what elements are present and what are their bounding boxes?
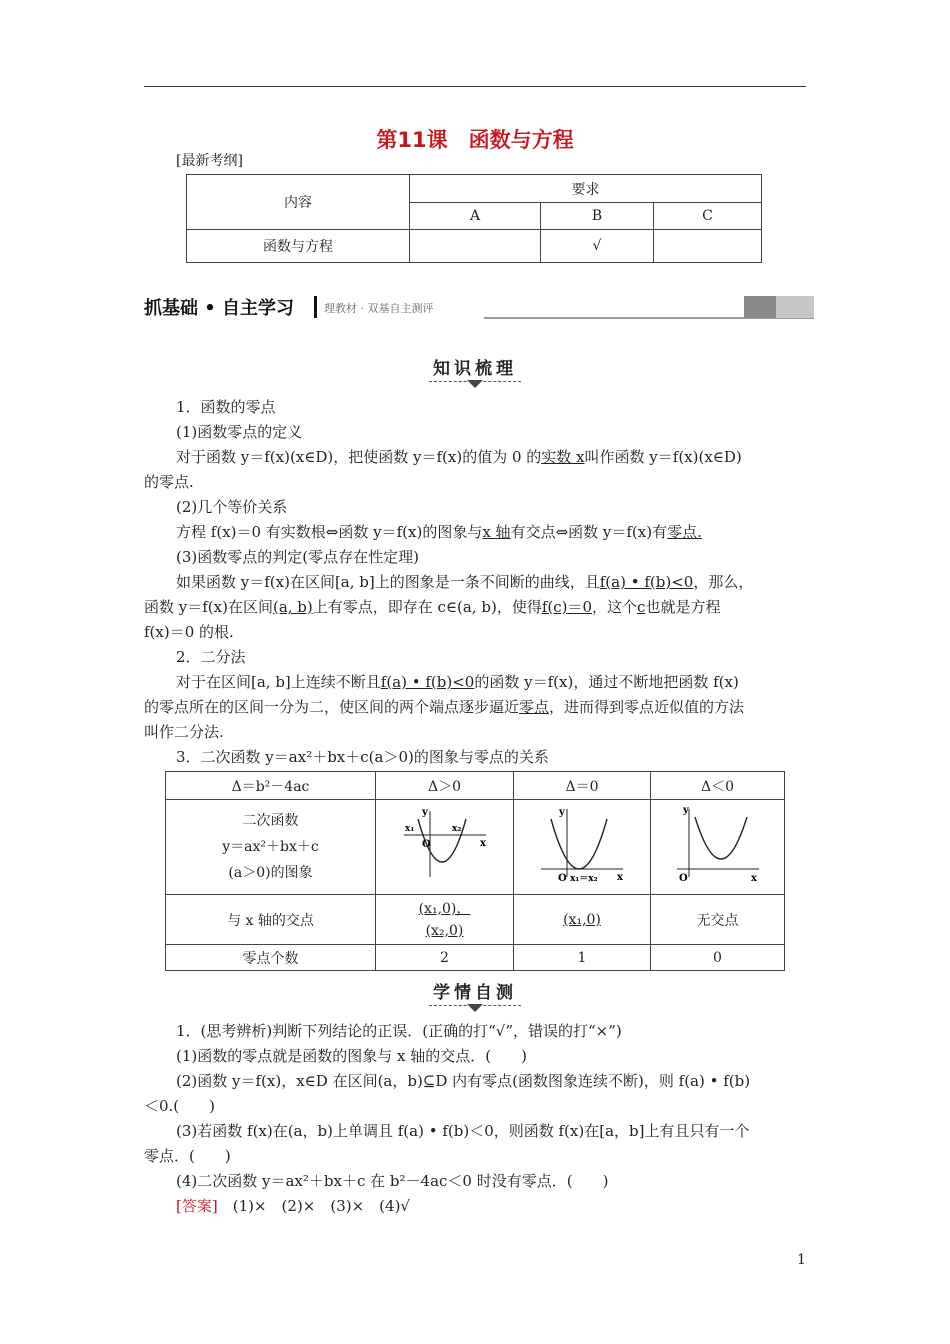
text: 如果函数 y＝f(x)在区间[a, b]上的图象是一条不间断的曲线，且 (176, 573, 600, 591)
banner-subtitle: 理教材 · 双基自主测评 (324, 302, 434, 315)
blank-answer: 零点 (519, 698, 550, 716)
syllabus-label: [最新考纲] (176, 153, 243, 169)
intersection-label: 与 x 轴的交点 (166, 895, 376, 945)
para-quad-title: 3．二次函数 y＝ax²＋bx＋c(a＞0)的图象与零点的关系 (176, 748, 549, 766)
x-axis-label: x (617, 872, 623, 883)
zero-count-one: 1 (514, 945, 651, 971)
banner-divider (314, 296, 317, 318)
blank-answer: (a, b) (272, 598, 313, 616)
blank-answer: (x₂,0) (425, 922, 464, 939)
para-bisection-line1 (176, 671, 739, 692)
blank-answer: 零点. (667, 523, 702, 541)
quad-header-zero: Δ＝0 (514, 772, 651, 800)
para-equiv-line (176, 521, 702, 542)
content-header: 内容 (187, 175, 410, 230)
text: 的零点所在的区间一分为二，使区间的两个端点逐步逼近 (144, 698, 520, 716)
level-c: C (654, 203, 762, 230)
blank-answer: f(a) • f(b)<0 (380, 673, 475, 691)
page-title: 第11课 函数与方程 (376, 128, 574, 152)
para-equiv-title: (2)几个等价关系 (176, 498, 288, 516)
text: 对于函数 y＝f(x)(x∈D)，把使函数 y＝f(x)的值为 0 的 (176, 448, 542, 466)
graph-two-roots (376, 800, 514, 895)
y-axis-label: y (682, 805, 689, 816)
blank-answer: f(c)＝0 (541, 598, 593, 616)
text: 上有零点，即存在 c∈(a, b)，使得 (312, 598, 542, 616)
question-1-b-cont: ＜0.( ) (144, 1097, 216, 1115)
cell-a (410, 230, 541, 263)
para-bisection-title: 2．二分法 (176, 648, 246, 666)
para-theorem-title: (3)函数零点的判定(零点存在性定理) (176, 548, 419, 566)
answer-text: (1)× (2)× (3)× (4)√ (232, 1197, 410, 1215)
quad-table (165, 771, 785, 971)
cell-c (654, 230, 762, 263)
question-1: 1．(思考辨析)判断下列结论的正误．(正确的打“√”，错误的打“×”) (176, 1022, 622, 1040)
banner-block-light (776, 296, 814, 318)
selftest-heading-wrap (0, 978, 950, 1012)
text: 函数 y＝f(x)在区间 (144, 598, 273, 616)
graph-one-root (514, 800, 651, 895)
label-line: (a＞0)的图象 (228, 865, 313, 881)
text: 对于在区间[a, b]上连续不断且 (176, 673, 381, 691)
x-axis-label: x (750, 873, 757, 884)
intersection-one (514, 895, 651, 945)
para-bisection-line2 (144, 696, 744, 717)
parabola-no-root-graph (673, 805, 763, 885)
section-banner (144, 294, 814, 321)
intersection-two (376, 895, 514, 945)
origin-label: O (421, 839, 431, 850)
requirement-header: 要求 (410, 175, 762, 203)
para-zero-title: 1．函数的零点 (176, 398, 276, 416)
para-theorem-line3: f(x)＝0 的根. (144, 623, 234, 641)
parabola-two-roots-graph (400, 805, 490, 885)
label-line: 二次函数 (242, 813, 299, 829)
question-1-c: (3)若函数 f(x)在(a，b)上单调且 f(a) • f(b)＜0，则函数 f(x)在[a，b]上有且只有一个 (176, 1122, 750, 1140)
text: ，这个 (592, 598, 638, 616)
question-1-c-cont: 零点．( ) (144, 1147, 231, 1165)
zero-count-zero: 0 (651, 945, 785, 971)
answer-label: [答案] (176, 1197, 218, 1215)
text: 方程 f(x)＝0 有实数根⇔函数 y＝f(x)的图象与 (176, 523, 483, 541)
banner-block-dark (744, 296, 776, 318)
row-label: 函数与方程 (187, 230, 410, 263)
text: ，那么， (693, 573, 754, 591)
x1-label: x₁ (404, 824, 414, 834)
x-axis-label: x (479, 838, 486, 849)
blank-answer: (x₁,0)， (418, 900, 471, 917)
origin-label: O (558, 873, 567, 884)
para-def-title: (1)函数零点的定义 (176, 423, 303, 441)
question-1-a: (1)函数的零点就是函数的图象与 x 轴的交点．( ) (176, 1047, 527, 1065)
quad-header-neg: Δ＜0 (651, 772, 785, 800)
graph-no-root (651, 800, 785, 895)
blank-answer: x 轴 (482, 523, 511, 541)
syllabus-table (186, 174, 762, 263)
answer-line (176, 1195, 410, 1216)
knowledge-heading-wrap (0, 354, 950, 388)
x2-label: x₂ (451, 824, 461, 834)
quad-graph-label (166, 800, 376, 895)
text: 也就是方程 (645, 598, 721, 616)
level-b: B (541, 203, 654, 230)
question-1-b: (2)函数 y＝f(x)，x∈D 在区间(a，b)⊆D 内有零点(函数图象连续不断)，则 f(a) • f(b) (176, 1072, 751, 1090)
text: 的函数 y＝f(x)，通过不断地把函数 f(x) (474, 673, 739, 691)
text: 叫作函数 y＝f(x)(x∈D) (584, 448, 742, 466)
top-rule (144, 86, 806, 87)
blank-answer: f(a) • f(b)<0 (599, 573, 694, 591)
cell-b: √ (541, 230, 654, 263)
blank-answer: (x₁,0) (563, 911, 601, 928)
quad-header-pos: Δ＞0 (376, 772, 514, 800)
para-def-line1 (176, 446, 742, 467)
text: 有交点⇔函数 y＝f(x)有 (510, 523, 668, 541)
intersection-none: 无交点 (651, 895, 785, 945)
knowledge-heading: 知识梳理 (429, 359, 521, 382)
y-axis-label: y (559, 807, 565, 818)
quad-header-delta: Δ＝b²－4ac (166, 772, 376, 800)
para-theorem-line2 (144, 596, 720, 617)
page-number: 1 (797, 1252, 806, 1268)
question-1-d: (4)二次函数 y＝ax²＋bx＋c 在 b²－4ac＜0 时没有零点．( ) (176, 1172, 609, 1190)
text: ，进而得到零点近似值的方法 (549, 698, 745, 716)
y-axis-label: y (421, 807, 428, 818)
level-a: A (410, 203, 541, 230)
zero-count-two: 2 (376, 945, 514, 971)
para-theorem-line1 (176, 571, 753, 592)
blank-answer: 实数 x (541, 448, 585, 466)
selftest-heading: 学情自测 (429, 983, 521, 1006)
blank-answer: c (637, 598, 646, 616)
para-def-line2: 的零点. (144, 473, 194, 491)
zero-count-label: 零点个数 (166, 945, 376, 971)
banner-label: 抓基础 • 自主学习 (144, 298, 295, 319)
origin-label: O (678, 873, 688, 884)
label-line: y＝ax²＋bx＋c (222, 839, 319, 855)
parabola-one-root-graph (537, 805, 627, 885)
para-bisection-line3: 叫作二分法. (144, 723, 224, 741)
x1-eq-x2-label: x₁＝x₂ (570, 874, 598, 884)
